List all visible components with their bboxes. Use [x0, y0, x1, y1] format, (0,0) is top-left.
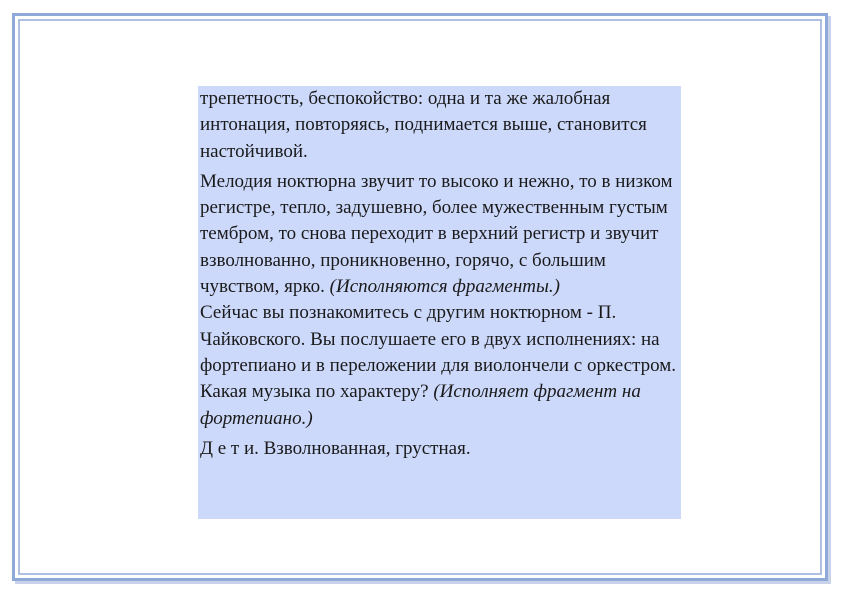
- paragraph-1: трепетность, беспокойство: одна и та же жалобная интонация, повторяясь, поднимается выше, становится настойчивой.: [200, 88, 647, 162]
- paragraph-2: [200, 169, 677, 300]
- paragraph-2-stage-direction: (Исполняются фрагменты.): [329, 276, 560, 298]
- paragraph-3-text: Сейчас вы познакомитесь с другим ноктюрном - П. Чайковского. Вы послушаете его в двух исполнениях: на фортепиано и в переложении для виолончели с оркестром. Какая музыка по характеру?: [200, 302, 677, 403]
- frame-shadow-right: [828, 16, 831, 584]
- paragraph-4: Д е т и. Взволнованная, грустная.: [200, 437, 471, 459]
- text-box: [198, 86, 681, 519]
- paragraph-2-text: Мелодия ноктюрна звучит то высоко и нежно, то в низком регистре, тепло, задушевно, более мужественным густым тембром, то снова переходит в верхний регистр и звучит взволнованно, проникновенно, горячо, с большим чувством, ярко.: [200, 170, 673, 298]
- paragraph-3: [200, 300, 677, 431]
- frame-shadow-bottom: [15, 581, 831, 584]
- paragraph-3-stage-direction: (Исполняет фрагмент на фортепиано.): [200, 381, 641, 429]
